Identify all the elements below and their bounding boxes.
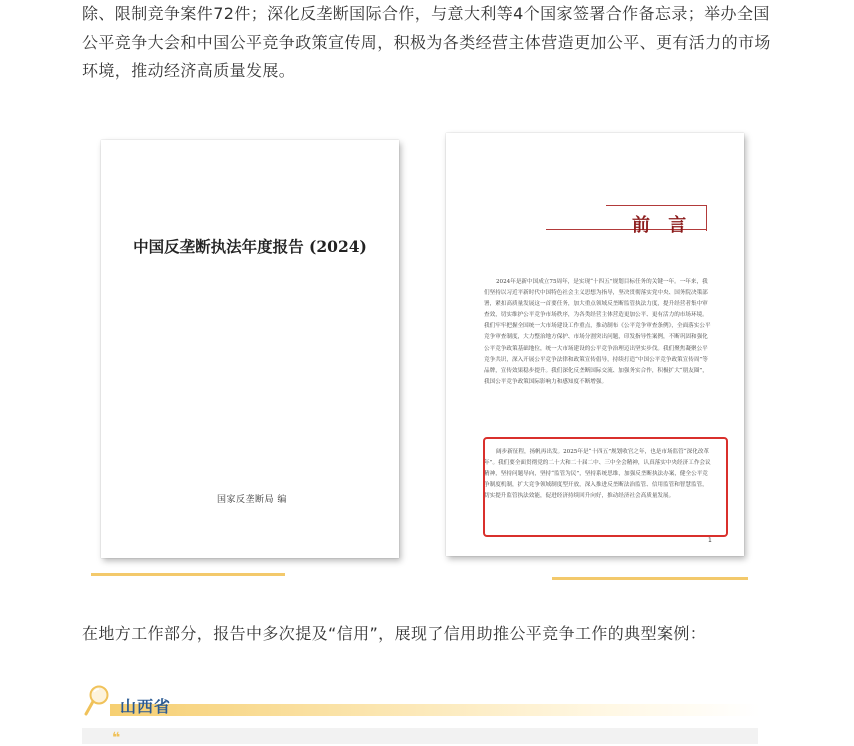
magnifier-icon [84,684,110,718]
report-cover-image [101,140,399,558]
section-header-shanxi [80,684,760,724]
local-work-paragraph: 在地方工作部分，报告中多次提及“信用”，展现了信用助推公平竞争工作的典型案例： [82,624,707,643]
cover-underline [91,573,285,576]
cover-title: 中国反垄断执法年度报告 (2024) [133,237,367,256]
highlight-box [483,437,728,537]
intro-paragraph: 除、限制竞争案件72件；深化反垄断国际合作，与意大利等4个国家签署合作备忘录；举办全国公平竞争大会和中国公平竞争政策宣传周，积极为各类经营主体营造更加公平、更有活力的市场环境，推动经济高质量发展。 [82,4,771,80]
preface-underline [552,577,748,580]
preface-page-number: 1 [708,537,712,544]
preface-body-1: 2024年是新中国成立75周年，是实现“十四五”规划目标任务的关键一年。一年来，我们坚持以习近平新时代中国特色社会主义思想为指导，坚决贯彻落实党中央、国务院决策部署，紧扣高质量发展这一首要任务，加大重点领域反垄断监管执法力度，提升经营者集中审查效，切实维护公平竞争市场秩序，为各类经营主体营造更加公平、更有活力的市场环境。我们牢牢把握全国统一大市场建设工作重点，推动制布《公平竞争审查条例》，全面落实公平竞争审查制度，大力整治地方保护、市场分割突出问题，印发指导性案例，不断巩固和强化公平竞争政策基础地位，统一大市场建设的公平竞争治理迈出坚实步伐。我们聚焦凝聚公平竞争共识，深入开展公平竞争法律和政策宣传倡导，持续打造“中国公平竞争政策宣传周”等品牌，宣传效果稳步提升。我们深化反垄断国际交流、加强务实合作，积极扩大“朋友圈”，我国公平竞争政策国际影响力和感知度不断增强。 [484,279,711,385]
report-preface-image [446,133,744,556]
section-header-band [110,704,760,716]
preface-heading: 前 言 [632,215,693,236]
section-title: 山西省 [120,697,172,716]
cover-publisher: 国家反垄断局 编 [217,495,287,505]
quote-icon: ❝ [112,730,121,746]
case-card [82,728,758,744]
preface-body-2: 阔步新征程，扬帆再出发。2025年是“十四五”规划收官之年，也是市场监管“深化改革年”。我们要全面贯彻党的二十大和二十届二中、三中全会精神，认真落实中央经济工作会议精神，坚持问题导向，坚持“监管为民”，坚持系统思维，加强反垄断执法办案，健全公平竞争制度机制，扩大竞争领域制度型开放，深入推进反垄断法治监管、信用监管和智慧监管，切实提升监管执法效能，促进经济持续回升向好，推动经济社会高质量发展。 [484,449,711,500]
